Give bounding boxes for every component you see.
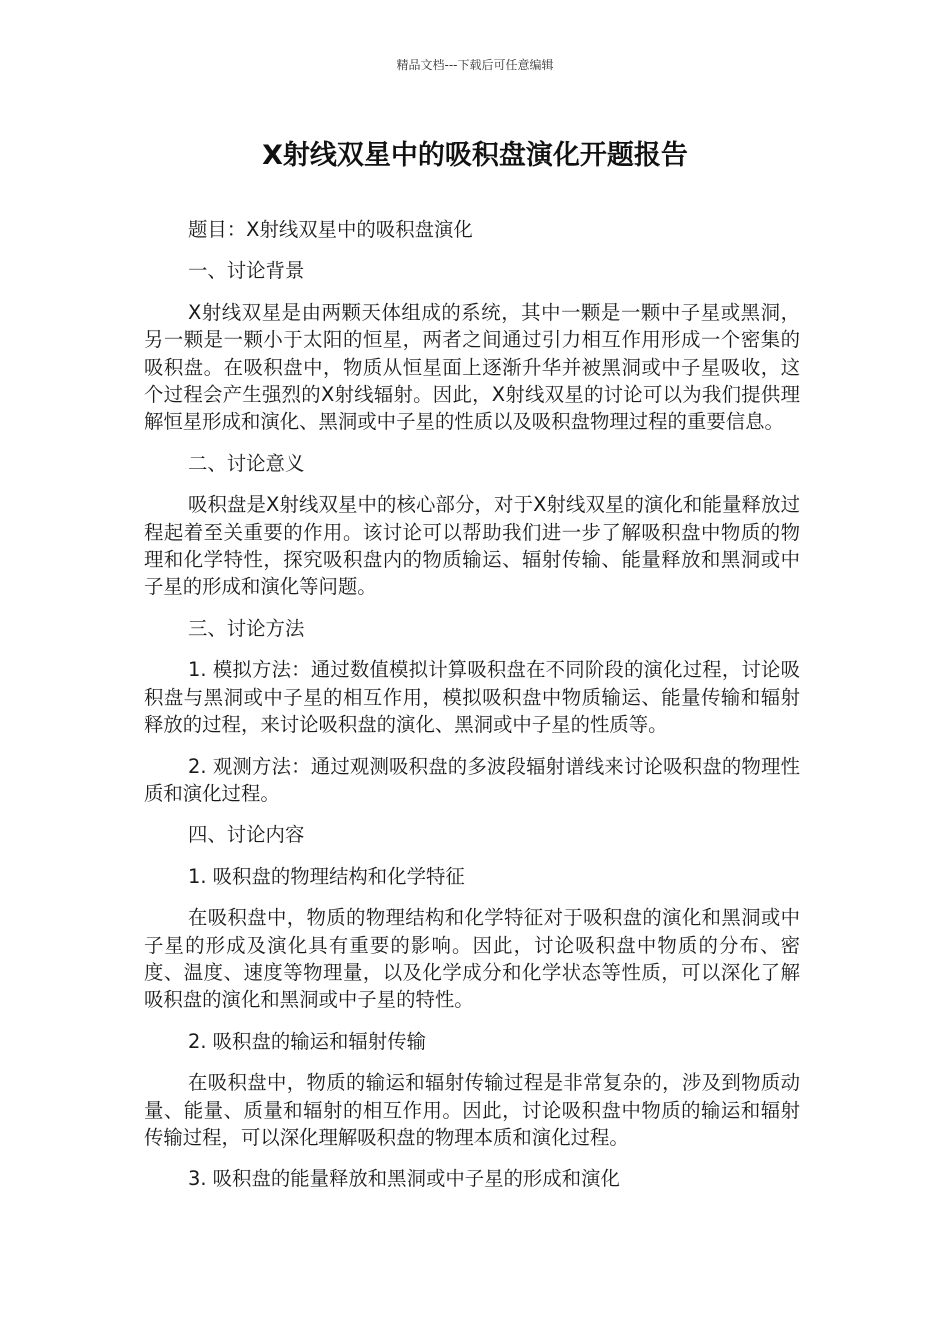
section-heading-methods: 三、讨论方法 [188,616,305,640]
section-heading-background: 一、讨论背景 [188,259,305,283]
subheading-transport: 2. 吸积盘的输运和辐射传输 [188,1029,426,1053]
background-paragraph: X射线双星是由两颗天体组成的系统，其中一颗是一颗中子星或黑洞，另一颗是一颗小于太阳的恒星，两者之间通过引力相互作用形成一个密集的吸积盘。在吸积盘中，物质从恒星面上逐渐升华并被黑洞或中子星吸收，这个过程会产生强烈的X射线辐射。因此，X射线双星的讨论可以为我们提供理解恒星形成和演化、黑洞或中子星的性质以及吸积盘物理过程的重要信息。 [144,300,800,434]
section-heading-content: 四、讨论内容 [188,823,305,847]
subheading-structure: 1. 吸积盘的物理结构和化学特征 [188,864,465,888]
structure-paragraph: 在吸积盘中，物质的物理结构和化学特征对于吸积盘的演化和黑洞或中子星的形成及演化具有重要的影响。因此，讨论吸积盘中物质的分布、密度、温度、速度等物理量，以及化学成分和化学状态等性质，可以深化了解吸积盘的演化和黑洞或中子星的特性。 [144,906,800,1012]
header-note: 精品文档---下载后可任意编辑 [396,58,554,72]
document-title: X射线双星中的吸积盘演化开题报告 [262,140,688,171]
subheading-energy-release: 3. 吸积盘的能量释放和黑洞或中子星的形成和演化 [188,1167,620,1191]
method-observation-paragraph: 2. 观测方法：通过观测吸积盘的多波段辐射谱线来讨论吸积盘的物理性质和演化过程。 [144,754,800,805]
topic-line: 题目：X射线双星中的吸积盘演化 [188,218,473,241]
section-heading-significance: 二、讨论意义 [188,451,305,475]
significance-paragraph: 吸积盘是X射线双星中的核心部分，对于X射线双星的演化和能量释放过程起着至关重要的作用。该讨论可以帮助我们进一步了解吸积盘中物质的物理和化学特性，探究吸积盘内的物质输运、辐射传输、能量释放和黑洞或中子星的形成和演化等问题。 [144,493,800,599]
document-body [144,216,800,1207]
method-simulation-paragraph: 1. 模拟方法：通过数值模拟计算吸积盘在不同阶段的演化过程，讨论吸积盘与黑洞或中子星的相互作用，模拟吸积盘中物质输运、能量传输和辐射释放的过程，来讨论吸积盘的演化、黑洞或中子星的性质等。 [144,658,800,737]
transport-paragraph: 在吸积盘中，物质的输运和辐射传输过程是非常复杂的，涉及到物质动量、能量、质量和辐射的相互作用。因此，讨论吸积盘中物质的输运和辐射传输过程，可以深化理解吸积盘的物理本质和演化过程。 [144,1071,800,1149]
